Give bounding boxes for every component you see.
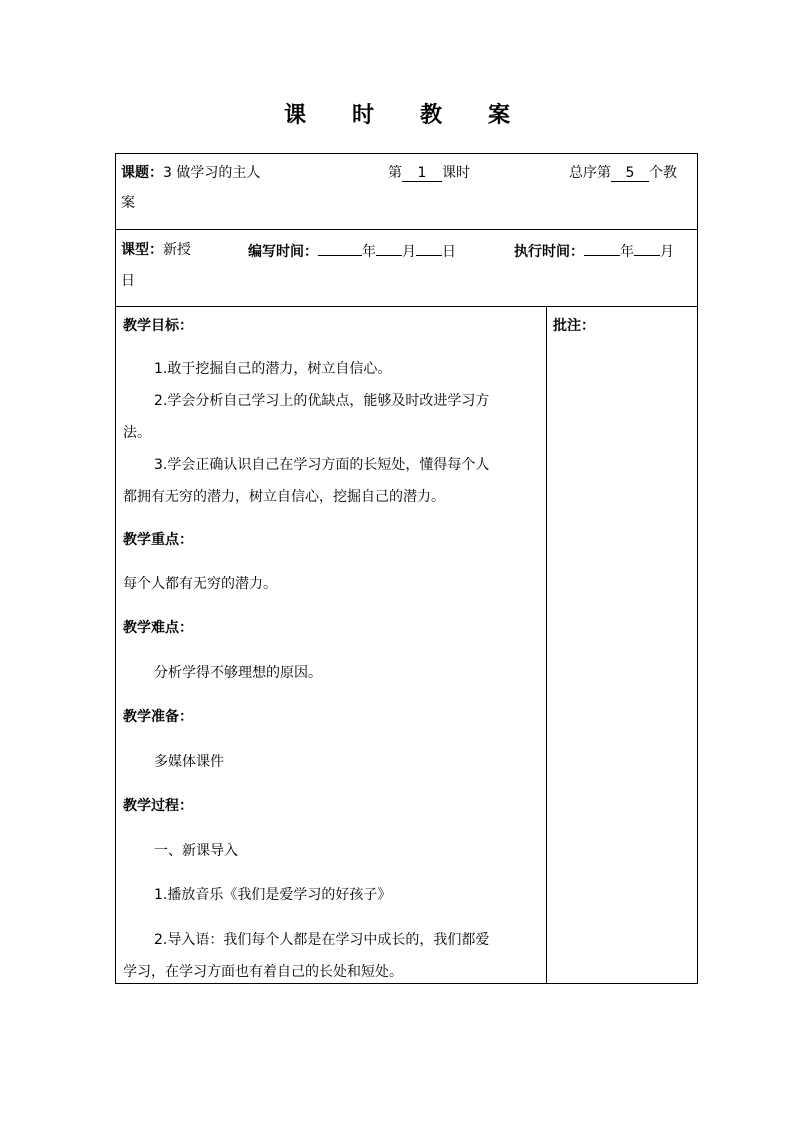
sequence-suffix: 个教: [649, 165, 677, 181]
exec-day: 日: [121, 273, 135, 289]
exec-time-field: [514, 239, 674, 261]
sequence-number: 5: [611, 165, 649, 182]
column-divider: [546, 307, 547, 983]
difficulty-text: 分析学得不够理想的原因。: [154, 665, 322, 681]
period-number: 1: [402, 165, 442, 182]
objective-1: 1.敢于挖掘自己的潜力，树立自信心。: [154, 361, 392, 377]
objective-3-line-2: 都拥有无穷的潜力，树立自信心，挖掘自己的潜力。: [123, 489, 445, 505]
process-heading: 教学过程：: [123, 798, 193, 814]
exec-month: 月: [660, 244, 674, 260]
title-char-1: 课: [283, 103, 306, 128]
write-day: 日: [442, 244, 456, 260]
objective-2-line-1: 2.学会分析自己学习上的优缺点，能够及时改进学习方: [154, 393, 490, 409]
title-char-4: 案: [488, 103, 511, 128]
lesson-plan-table: [115, 153, 698, 984]
type-label: 课型：: [121, 242, 163, 258]
exec-time-label: 执行时间：: [514, 244, 584, 260]
notes-label: 批注：: [553, 318, 595, 334]
key-heading: 教学重点：: [123, 532, 193, 548]
write-year: 年: [362, 244, 376, 260]
process-step-2-line-1: 2.导入语：我们每个人都是在学习中成长的，我们都爱: [154, 932, 490, 948]
page-title: [0, 98, 794, 129]
title-char-2: 时: [351, 103, 374, 128]
sequence-prefix: 总序第: [569, 165, 611, 181]
title-char-3: 教: [420, 103, 443, 128]
body-area: [116, 307, 697, 983]
header-row-topic: [116, 154, 697, 230]
objective-2-line-2: 法。: [123, 425, 151, 441]
sequence-field: [569, 162, 677, 182]
period-prefix: 第: [388, 165, 402, 181]
topic-line: [121, 162, 260, 182]
key-text: 每个人都有无穷的潜力。: [123, 576, 277, 592]
process-step-2-line-2: 学习，在学习方面也有着自己的长处和短处。: [123, 964, 403, 980]
objectives-heading: 教学目标：: [123, 318, 193, 334]
period-suffix: 课时: [442, 165, 470, 181]
prep-heading: 教学准备：: [123, 709, 193, 725]
exec-year: 年: [620, 244, 634, 260]
topic-label: 课题：: [121, 165, 163, 181]
process-section-1: 一、新课导入: [154, 843, 238, 859]
write-time-field: [248, 239, 456, 261]
header-row-type: [116, 230, 697, 307]
type-line: [121, 239, 191, 259]
sequence-wrap: 案: [121, 195, 135, 211]
objective-3-line-1: 3.学会正确认识自己在学习方面的长短处，懂得每个人: [154, 457, 490, 473]
type-value: 新授: [163, 242, 191, 258]
write-time-label: 编写时间：: [248, 244, 318, 260]
difficulty-heading: 教学难点：: [123, 620, 193, 636]
period-field: [388, 162, 470, 182]
topic-value: 3 做学习的主人: [163, 165, 261, 181]
write-month: 月: [402, 244, 416, 260]
process-step-1: 1.播放音乐《我们是爱学习的好孩子》: [154, 887, 392, 903]
prep-text: 多媒体课件: [154, 754, 224, 770]
